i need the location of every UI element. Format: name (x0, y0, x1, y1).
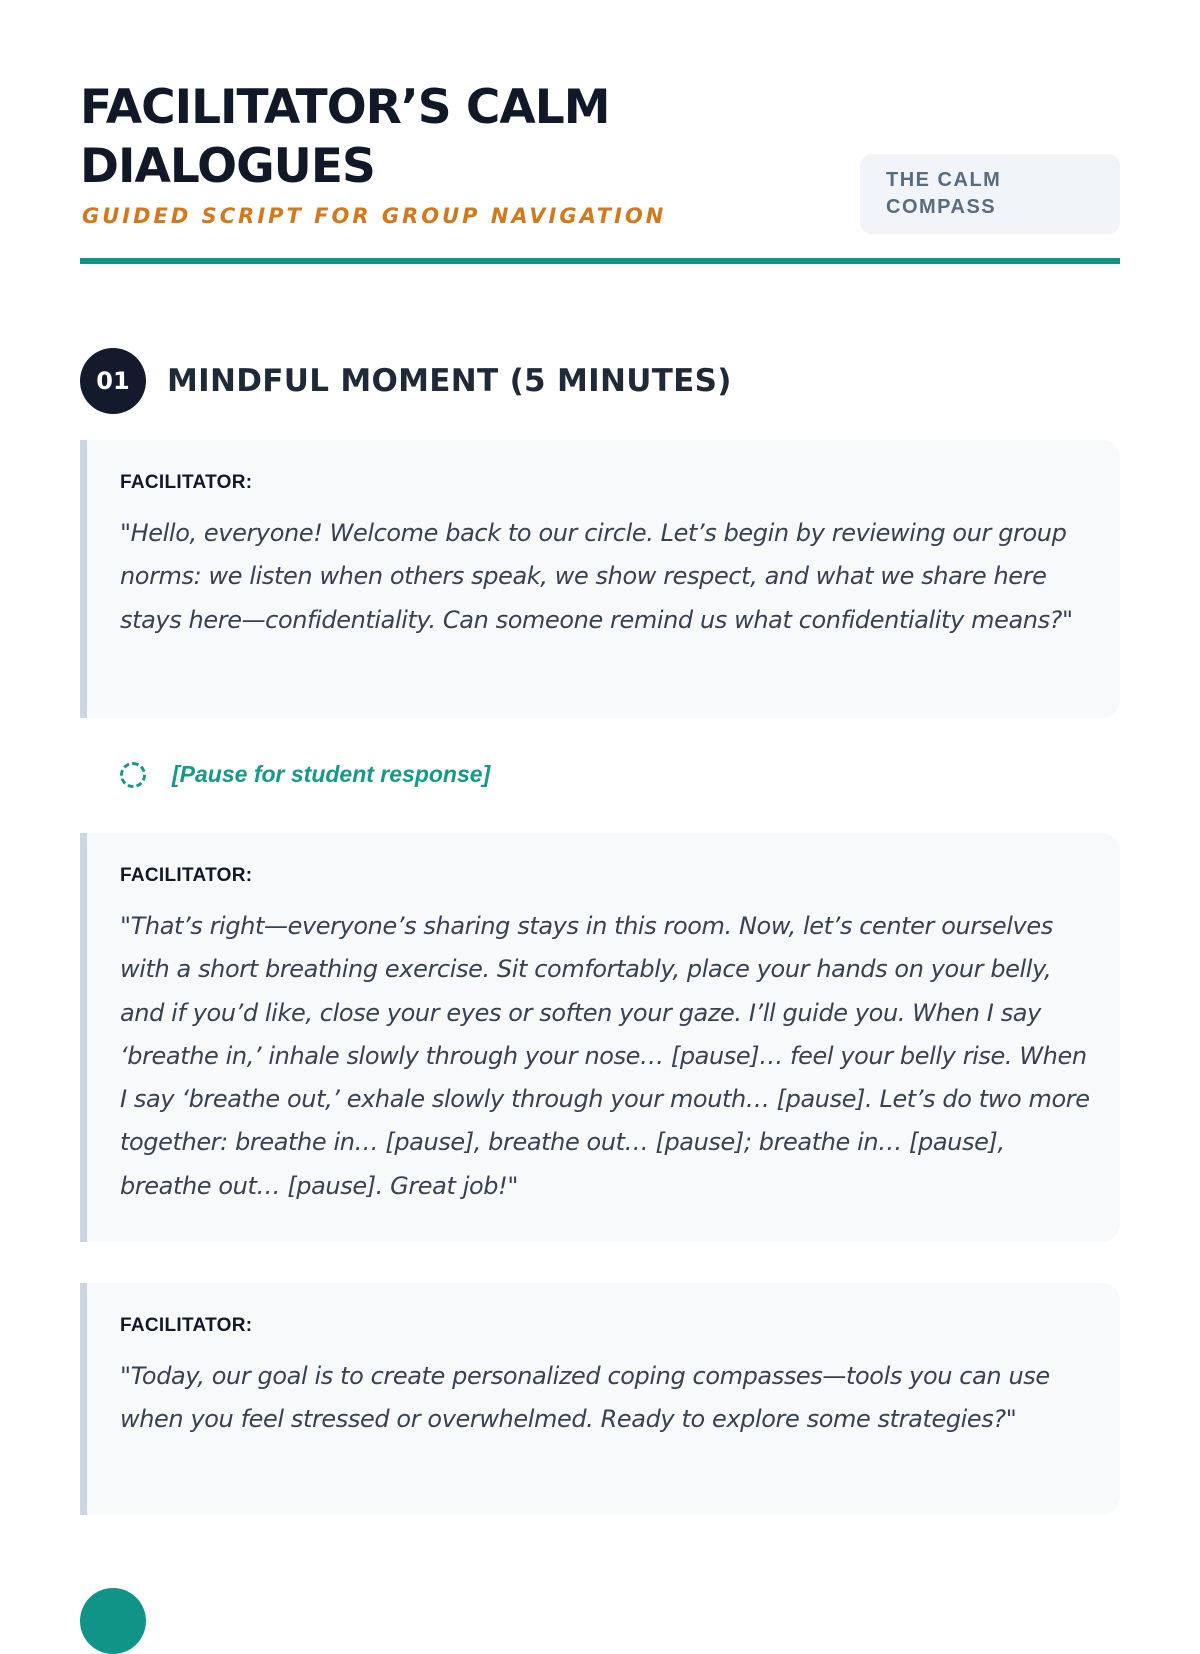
next-section-number-badge (80, 1588, 146, 1654)
dialogue-text: "That’s right—everyone’s sharing stays in this room. Now, let’s center ourselves with a short breathing exercise. Sit comfortably, place your hands on your belly, and if you’d like, close your eyes or soften your gaze. I’ll guide you. When I say ‘breathe in,’ inhale slowly through your nose… [pause]… feel your belly rise. When I say ‘breathe out,’ exhale slowly through your mouth… [pause]. Let’s do two more together: breathe in… [pause], breathe out… [pause]; breathe in… [pause], breathe out… [pause]. Great job!" (120, 912, 1090, 1200)
dialogue-card (80, 1283, 1120, 1515)
document-page (80, 78, 1120, 1434)
brand-badge-line-2: COMPASS (886, 196, 997, 218)
section-heading (80, 348, 732, 414)
dialogue-text: "Today, our goal is to create personalized coping compasses—tools you can use when you feel stressed or overwhelmed. Ready to explore some strategies?" (120, 1362, 1050, 1434)
dialogue-card (80, 833, 1120, 1242)
page-title-line-1: FACILITATOR’S CALM (80, 80, 610, 135)
pause-note-text: [Pause for student response] (172, 761, 491, 787)
pause-note (120, 761, 490, 788)
brand-badge (860, 154, 1120, 234)
dashed-circle-icon (120, 762, 146, 788)
page-subtitle: GUIDED SCRIPT FOR GROUP NAVIGATION (82, 204, 667, 228)
section-title: MINDFUL MOMENT (5 MINUTES) (167, 363, 732, 399)
document-header (80, 78, 1120, 264)
brand-badge-line-1: THE CALM (886, 169, 1002, 191)
section-number-badge: 01 (80, 348, 146, 414)
page-title (80, 78, 780, 196)
dialogue-text: "Hello, everyone! Welcome back to our circle. Let’s begin by reviewing our group norms: we listen when others speak, we show respect, and what we share here stays here—confidentiality. Can someone remind us what confidentiality means?" (120, 519, 1073, 634)
dialogue-card (80, 440, 1120, 718)
speaker-label: FACILITATOR: (120, 472, 253, 493)
page-title-line-2: DIALOGUES (80, 139, 375, 194)
speaker-label: FACILITATOR: (120, 865, 253, 886)
speaker-label: FACILITATOR: (120, 1315, 253, 1336)
